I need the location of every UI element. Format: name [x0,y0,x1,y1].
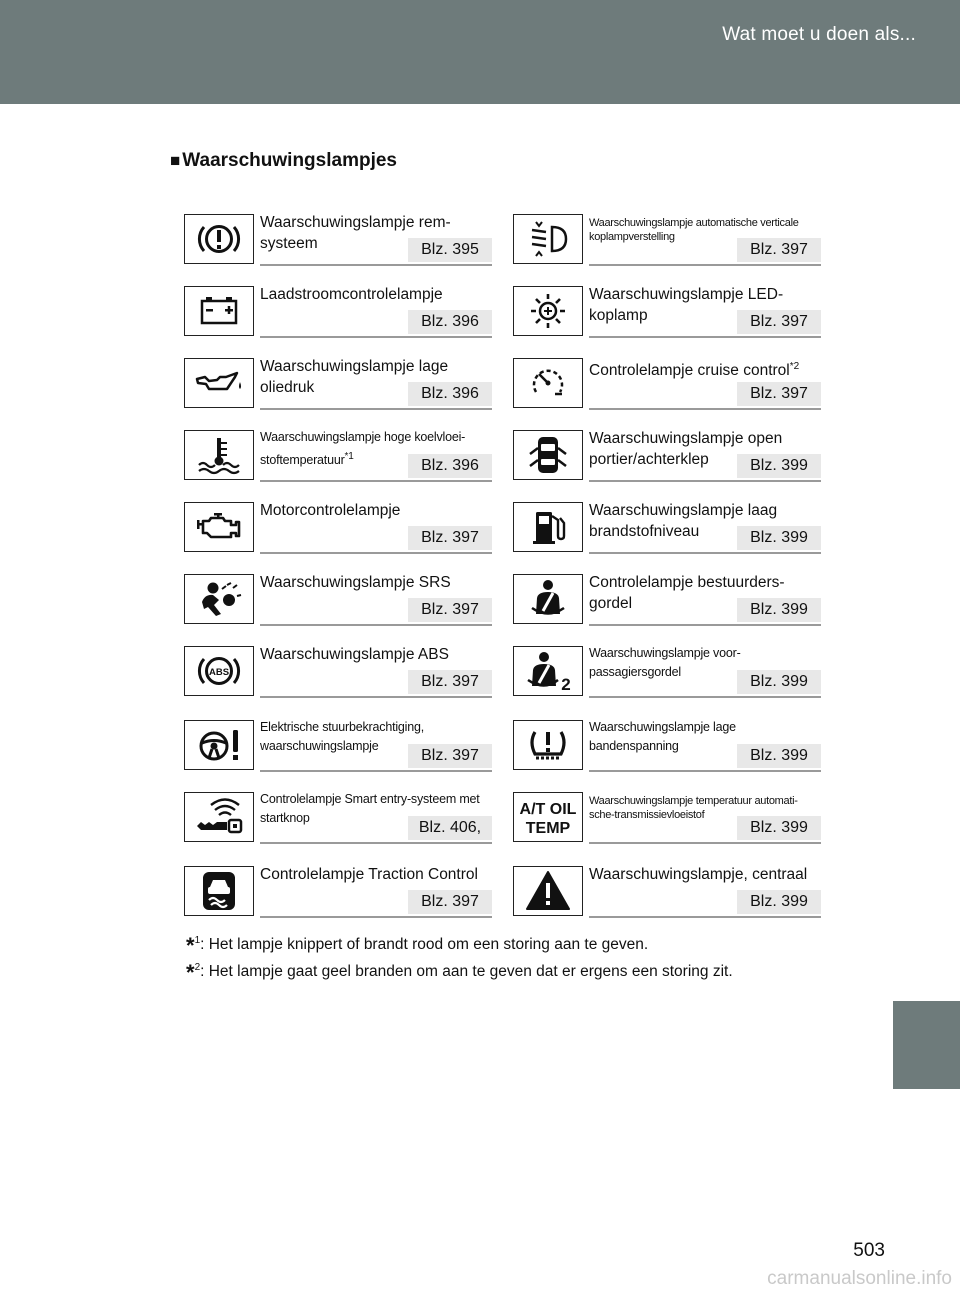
footnote-marker: *2 [789,361,800,372]
page-reference: Blz. 397 [408,598,492,622]
cruise-control-icon [513,358,583,408]
entry-label: Controlelampje bestuurders-gordel [589,574,785,612]
entry-rule [589,336,821,338]
heading-bullet: ■ [170,151,181,170]
page-reference: Blz. 397 [737,382,821,406]
entry-label: Waarschuwingslampje SRS [260,574,451,591]
footnote-marker: *1 [344,451,354,462]
brake-warning-icon [184,214,254,264]
entry-label: Waarschuwingslampje lage bandenspanning [589,720,736,753]
tire-pressure-icon [513,720,583,770]
entry-label: Motorcontrolelampje [260,502,401,519]
smart-key-icon [184,792,254,842]
entry-rule [589,408,821,410]
warning-entry-oil-pressure [184,358,492,410]
page-reference: Blz. 399 [737,454,821,478]
at-temp-text: TEMP [525,820,571,837]
page-number: 503 [853,1240,885,1261]
chapter-title: Wat moet u doen als... [722,24,916,45]
warning-entry-engine [184,502,492,554]
entry-label: Waarschuwingslampje rem-systeem [260,214,451,252]
traction-control-icon [184,866,254,916]
entry-label: Waarschuwingslampje ABS [260,646,449,663]
entry-label: Waarschuwingslampje temperatuur automati-sche-transmissievloeistof [589,795,798,821]
fuel-icon [513,502,583,552]
page-reference: Blz. 399 [737,890,821,914]
entry-rule [589,696,821,698]
warning-entry-eps [184,720,492,772]
entry-label: Waarschuwingslampje LED-koplamp [589,286,784,324]
entry-label: Controlelampje Traction Control [260,866,478,883]
entry-label: Laadstroomcontrolelampje [260,286,443,303]
warning-entry-coolant [184,430,492,482]
entry-rule [260,552,492,554]
page-reference: Blz. 399 [737,598,821,622]
entry-label: Controlelampje cruise control$^{*2}$ [589,361,800,380]
section-title: Waarschuwingslampjes [182,150,397,171]
entry-rule [589,916,821,918]
entry-rule [260,624,492,626]
entry-label: Waarschuwingslampje hoge koelvloei-stoftemperatuur$^{*1}$ [260,430,466,468]
warning-entry-srs [184,574,492,626]
footnotes [186,930,733,984]
entry-label: Controlelampje Smart entry-systeem met startknop [260,792,480,825]
page-reference: Blz. 399 [737,670,821,694]
entry-rule [260,696,492,698]
open-door-icon [513,430,583,480]
entry-label: Waarschuwingslampje automatische verticale koplampverstelling [589,217,799,243]
entry-rule [589,264,821,266]
warning-entry-tire-pressure [513,720,821,772]
passenger-seatbelt-icon [513,646,583,696]
page-reference: Blz. 397 [737,310,821,334]
warning-entry-driver-seatbelt [513,574,821,626]
watermark: carmanualsonline.info [767,1268,952,1289]
entry-rule [589,842,821,844]
entry-rule [260,408,492,410]
warning-entry-passenger-seatbelt [513,646,821,698]
page-reference: Blz. 396 [408,382,492,406]
warning-entry-traction [184,866,492,918]
entry-label: Waarschuwingslampje open portier/achterklep [589,430,783,468]
entry-rule [260,916,492,918]
warning-entry-open-door [513,430,821,482]
chapter-side-tab [893,1001,960,1089]
airbag-icon [184,574,254,624]
warning-entry-led-headlamp [513,286,821,338]
warning-entry-abs [184,646,492,698]
page-reference: Blz. 399 [737,744,821,768]
header-band [0,0,960,104]
entry-label: Waarschuwingslampje, centraal [589,866,808,883]
page-reference: Blz. 396 [408,310,492,334]
oil-can-icon [184,358,254,408]
entry-rule [260,480,492,482]
page-reference: Blz. 397 [408,744,492,768]
master-warning-icon [513,866,583,916]
coolant-temperature-icon [184,430,254,480]
page-reference: Blz. 406, [408,816,492,840]
page-reference: Blz. 397 [737,238,821,262]
entry-label: Elektrische stuurbekrachtiging, waarschuwingslampje [260,720,425,753]
entry-rule [260,336,492,338]
headlamp-leveling-icon [513,214,583,264]
entry-rule [260,770,492,772]
at-oil-temp-icon [513,792,583,842]
warning-entry-master [513,866,821,918]
engine-icon [184,502,254,552]
page-reference: Blz. 399 [737,816,821,840]
seatbelt-icon [513,574,583,624]
entry-rule [589,552,821,554]
page-reference: Blz. 397 [408,670,492,694]
page-reference: Blz. 397 [408,890,492,914]
entry-label: Waarschuwingslampje lage oliedruk [260,358,449,396]
entry-rule [589,480,821,482]
warning-entry-smart-entry [184,792,492,844]
steering-warning-icon [184,720,254,770]
page-reference: Blz. 399 [737,526,821,550]
section-heading [170,150,397,172]
passenger-seatbelt-icon-digit: 2 [561,675,571,692]
warning-entry-fuel [513,502,821,554]
entry-label: Waarschuwingslampje voor-passagiersgordel [589,646,741,679]
entry-label: Waarschuwingslampje laag brandstofniveau [589,502,778,540]
abs-icon-text: ABS [208,667,230,678]
footnote-2: *$^2$: Het lampje gaat geel branden om aan te geven dat er ergens een storing zit. [186,960,733,986]
warning-entry-charging [184,286,492,338]
warning-entry-at-oil-temp [513,792,821,844]
battery-icon [184,286,254,336]
led-headlamp-icon [513,286,583,336]
at-oil-text: A/T OIL [519,801,577,818]
entry-rule [260,264,492,266]
entry-rule [260,842,492,844]
page-reference: Blz. 395 [408,238,492,262]
footnote-1: *$^1$: Het lampje knippert of brandt rood om een storing aan te geven. [186,933,649,959]
entry-rule [589,770,821,772]
warning-entry-cruise [513,358,821,410]
warning-entry-headlamp-leveling [513,214,821,266]
page-reference: Blz. 396 [408,454,492,478]
entry-rule [589,624,821,626]
page-reference: Blz. 397 [408,526,492,550]
abs-icon [184,646,254,696]
warning-entry-brake [184,214,492,266]
